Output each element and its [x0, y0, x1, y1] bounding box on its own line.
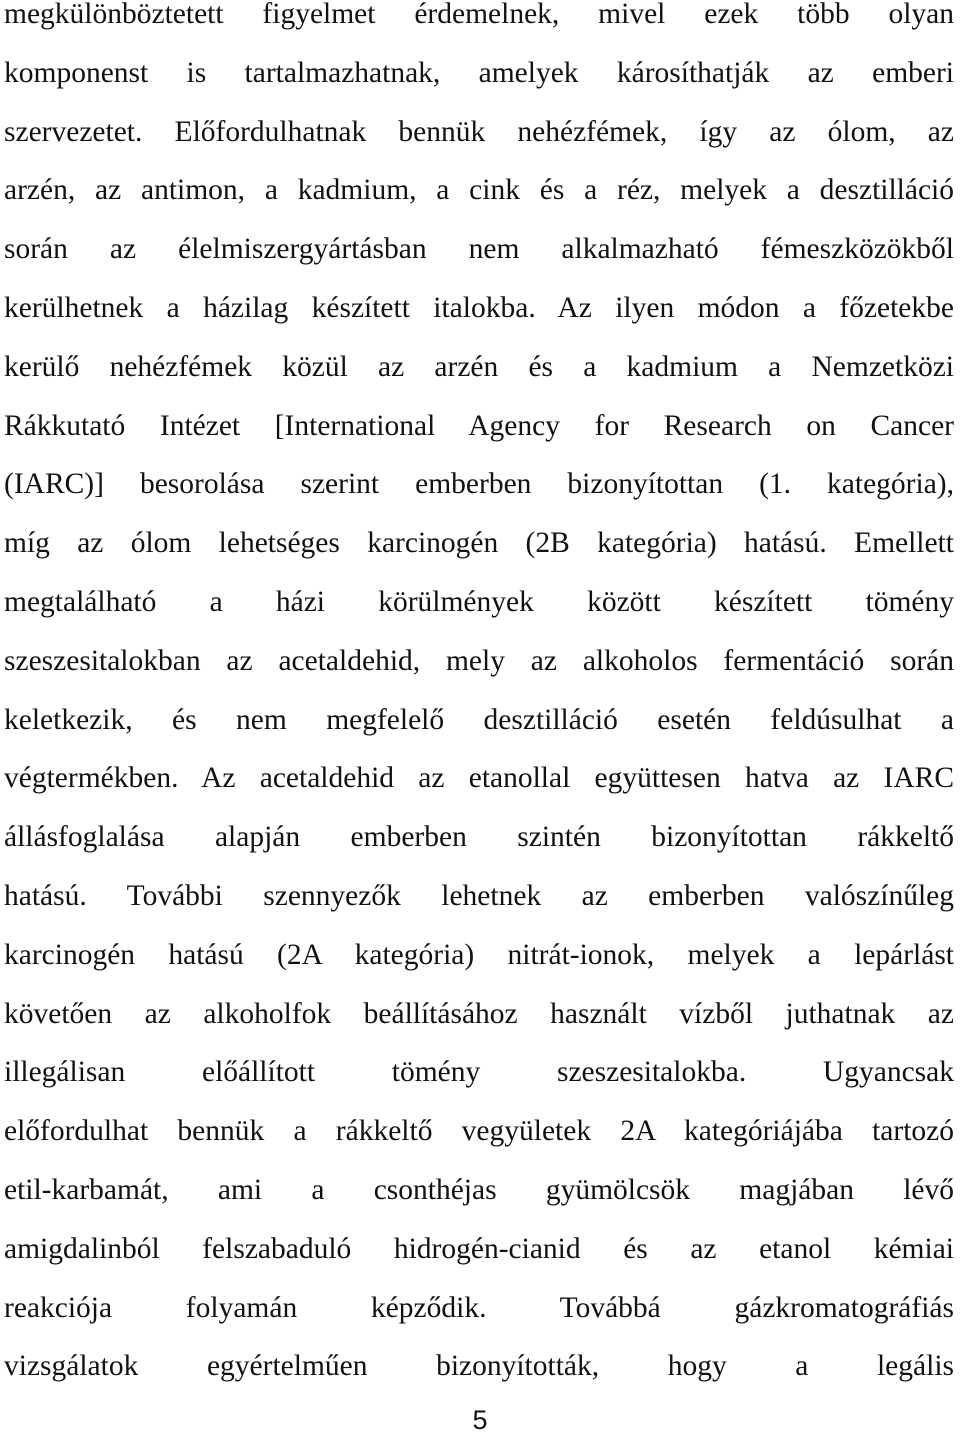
text-line: előfordulhat bennük a rákkeltő vegyületek 2A kategóriájába tartozó	[4, 1115, 954, 1148]
text-line: karcinogén hatású (2A kategória) nitrát-ionok, melyek a lepárlást	[4, 938, 954, 971]
body-paragraph	[4, 0, 954, 1396]
text-line: szervezetet. Előfordulhatnak bennük nehézfémek, így az ólom, az	[4, 115, 954, 148]
text-line: vizsgálatok egyértelműen bizonyították, hogy a legális	[4, 1350, 954, 1383]
text-line: állásfoglalása alapján emberben szintén bizonyítottan rákkeltő	[4, 821, 954, 854]
text-line: amigdalinból felszabaduló hidrogén-cianid és az etanol kémiai	[4, 1232, 954, 1265]
text-line: keletkezik, és nem megfelelő desztilláció esetén feldúsulhat a	[4, 703, 954, 736]
text-line: végtermékben. Az acetaldehid az etanollal együttesen hatva az IARC	[4, 762, 954, 795]
text-line: megkülönböztetett figyelmet érdemelnek, mivel ezek több olyan	[4, 0, 954, 30]
page-number: 5	[472, 1405, 488, 1435]
text-line: követően az alkoholfok beállításához használt vízből juthatnak az	[4, 997, 954, 1030]
text-line: illegálisan előállított tömény szeszesitalokba. Ugyancsak	[4, 1056, 954, 1089]
text-line: során az élelmiszergyártásban nem alkalmazható fémeszközökből	[4, 233, 954, 266]
text-line: arzén, az antimon, a kadmium, a cink és a réz, melyek a desztilláció	[4, 174, 954, 207]
text-line: hatású. További szennyezők lehetnek az emberben valószínűleg	[4, 879, 954, 912]
text-line: kerülhetnek a házilag készített italokba. Az ilyen módon a főzetekbe	[4, 291, 954, 324]
text-line: szeszesitalokban az acetaldehid, mely az alkoholos fermentáció során	[4, 644, 954, 677]
text-line: etil-karbamát, ami a csonthéjas gyümölcsök magjában lévő	[4, 1173, 954, 1206]
text-line: kerülő nehézfémek közül az arzén és a kadmium a Nemzetközi	[4, 350, 954, 383]
text-line: (IARC)] besorolása szerint emberben bizonyítottan (1. kategória),	[4, 468, 954, 501]
text-line: míg az ólom lehetséges karcinogén (2B kategória) hatású. Emellett	[4, 527, 954, 560]
text-line: megtalálható a házi körülmények között készített tömény	[4, 585, 954, 618]
text-line: reakciója folyamán képződik. Továbbá gázkromatográfiás	[4, 1291, 954, 1324]
text-line: Rákkutató Intézet [International Agency for Research on Cancer	[4, 409, 954, 442]
text-line: komponenst is tartalmazhatnak, amelyek károsíthatják az emberi	[4, 56, 954, 89]
